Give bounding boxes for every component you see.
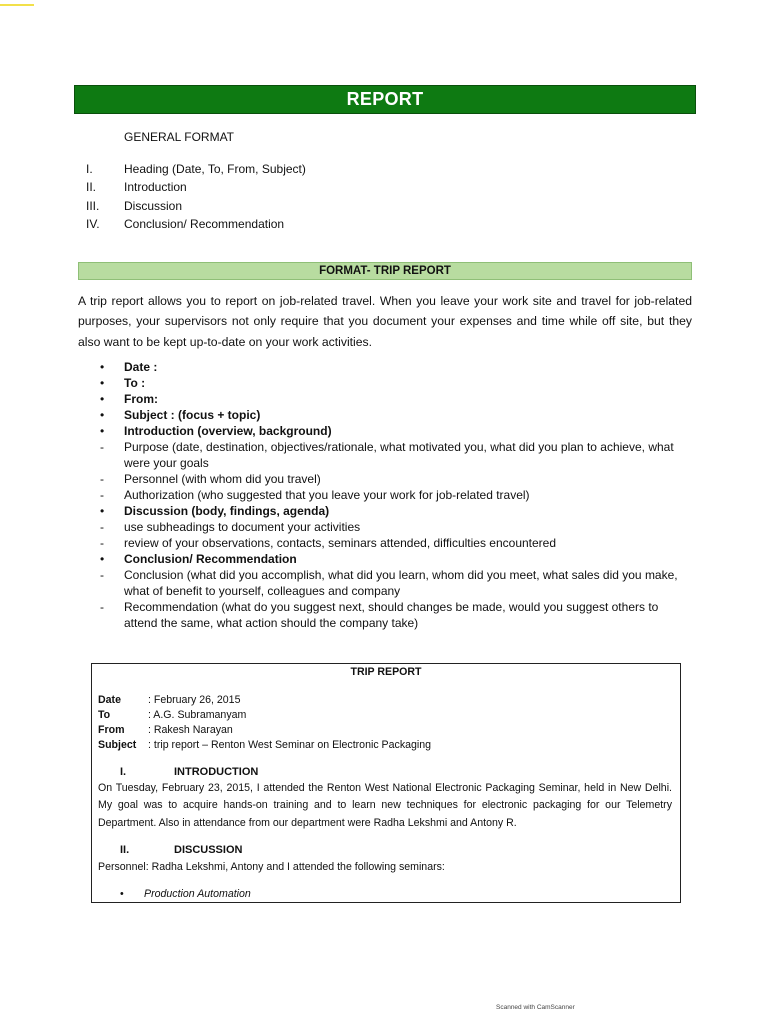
list-number: IV. [86, 217, 100, 232]
general-format-list [86, 160, 306, 233]
dash-mark: - [100, 520, 104, 534]
checklist-item [100, 439, 695, 471]
list-item [86, 160, 306, 178]
checklist-text: Date : [124, 360, 158, 374]
section-title: DISCUSSION [174, 844, 243, 856]
checklist-item [100, 375, 695, 391]
header-key: Subject [98, 738, 137, 751]
list-item [86, 215, 306, 233]
header-row [98, 708, 431, 723]
dash-mark: - [100, 472, 104, 486]
section-heading-discussion [120, 844, 242, 856]
report-title: REPORT [346, 89, 424, 109]
dash-mark: - [100, 600, 104, 614]
checklist-text: Personnel (with whom did you travel) [124, 472, 321, 486]
trip-report-title: TRIP REPORT [350, 666, 422, 678]
section-heading-introduction [120, 766, 258, 778]
list-text: Introduction [124, 180, 187, 195]
checklist-item [100, 567, 695, 599]
dash-mark: - [100, 536, 104, 550]
header-row [98, 693, 431, 708]
dash-mark: - [100, 440, 104, 454]
checklist-item [100, 407, 695, 423]
checklist-item [100, 487, 695, 503]
bullet-mark: • [100, 408, 105, 422]
checklist-text: Recommendation (what do you suggest next, should changes be made, would you suggest others to attend the same, what action should the company take) [124, 600, 659, 630]
bullet-mark: • [100, 504, 105, 518]
list-number: III. [86, 198, 100, 213]
dash-mark: - [100, 568, 104, 582]
checklist-text: Authorization (who suggested that you leave your work for job-related travel) [124, 488, 530, 502]
header-key: To [98, 709, 111, 722]
scanner-watermark: Scanned with CamScanner [496, 1004, 575, 1011]
header-value: : Rakesh Narayan [148, 723, 233, 736]
checklist-text: To : [124, 376, 146, 390]
trip-report-checklist [100, 359, 695, 631]
section-number: II. [120, 844, 130, 856]
checklist-item [100, 391, 695, 407]
checklist-item [100, 551, 695, 567]
intro-paragraph: A trip report allows you to report on job-related travel. When you leave your work site and travel for job-related purposes, your supervisors not only require that you document your expenses and time while off site, but they also want to be kept up-to-date on your work activities. [78, 294, 692, 349]
checklist-text: Purpose (date, destination, objectives/rationale, what motivated you, what did you plan to achieve, what were your goals [124, 440, 674, 470]
trip-report-sample-box [91, 663, 681, 903]
header-row [98, 723, 431, 738]
list-text: Discussion [124, 198, 183, 213]
seminar-bullet [120, 888, 251, 900]
header-key: Date [98, 694, 121, 707]
list-item [86, 178, 306, 196]
format-trip-report-bar [78, 262, 692, 280]
header-row [98, 737, 431, 752]
report-banner [74, 85, 696, 114]
checklist-item [100, 535, 695, 551]
bullet-mark: • [120, 888, 124, 900]
checklist-text: Conclusion/ Recommendation [124, 552, 297, 566]
checklist-item [100, 359, 695, 375]
general-format-heading: GENERAL FORMAT [124, 130, 235, 144]
introduction-paragraph: On Tuesday, February 23, 2015, I attended the Renton West National Electronic Packaging Seminar, held in New Delhi. My goal was to acquire hands-on training and to learn new techniques for electronic packaging for our Telemetry Department. Also in attendance from our department were Radha Lekshmi and Antony R. [98, 782, 672, 829]
header-value: : February 26, 2015 [148, 694, 241, 707]
list-item [86, 197, 306, 215]
checklist-item [100, 471, 695, 487]
section-title: INTRODUCTION [174, 766, 259, 778]
list-text: Conclusion/ Recommendation [124, 217, 285, 232]
checklist-text: From: [124, 392, 158, 406]
checklist-text: Introduction (overview, background) [124, 424, 332, 438]
seminar-name: Production Automation [144, 888, 251, 900]
list-number: I. [86, 162, 93, 177]
checklist-text: Discussion (body, findings, agenda) [124, 504, 330, 518]
bullet-mark: • [100, 392, 105, 406]
checklist-item [100, 423, 695, 439]
dash-mark: - [100, 488, 104, 502]
bullet-mark: • [100, 424, 105, 438]
header-value: : trip report – Renton West Seminar on Electronic Packaging [148, 738, 432, 751]
corner-mark [0, 4, 34, 6]
header-key: From [98, 723, 125, 736]
bullet-mark: • [100, 360, 105, 374]
checklist-text: review of your observations, contacts, seminars attended, difficulties encountered [124, 536, 557, 550]
checklist-item [100, 519, 695, 535]
checklist-text: Subject : (focus + topic) [124, 408, 261, 422]
checklist-text: Conclusion (what did you accomplish, what did you learn, whom did you meet, what sales did you make, what of benefit to yourself, colleagues and company [124, 568, 678, 598]
bullet-mark: • [100, 376, 105, 390]
checklist-item [100, 599, 695, 631]
bullet-mark: • [100, 552, 105, 566]
format-trip-report-label: FORMAT- TRIP REPORT [319, 265, 451, 277]
checklist-item [100, 503, 695, 519]
trip-report-header [98, 693, 431, 752]
checklist-text: use subheadings to document your activities [124, 520, 361, 534]
discussion-paragraph: Personnel: Radha Lekshmi, Antony and I attended the following seminars: [98, 861, 445, 873]
list-number: II. [86, 180, 97, 195]
section-number: I. [120, 766, 127, 778]
header-value: : A.G. Subramanyam [148, 709, 247, 722]
list-text: Heading (Date, To, From, Subject) [124, 162, 306, 177]
